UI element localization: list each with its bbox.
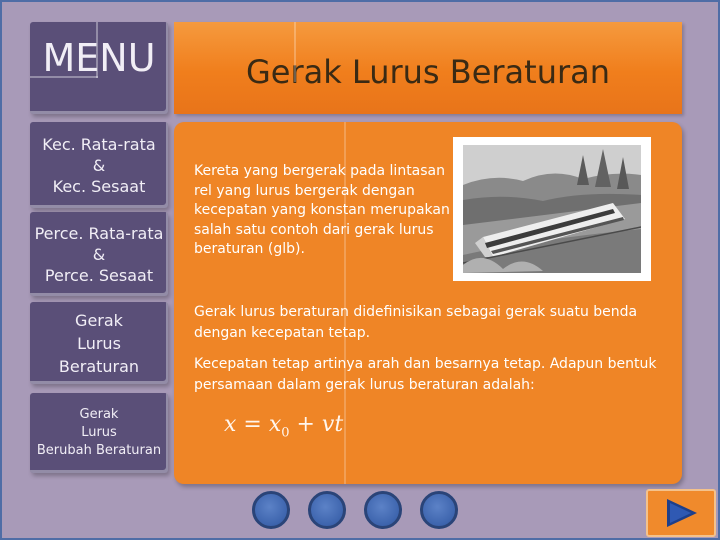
menu-item-glb[interactable] — [30, 302, 168, 384]
paragraph-constant-velocity: Kecepatan tetap artinya arah dan besarnya tetap. Adapun bentuk persamaan dalam gerak lurus beraturan adalah: — [194, 356, 657, 393]
train-photo — [453, 137, 651, 281]
formula-subscript: 0 — [281, 425, 290, 441]
decorative-line — [30, 76, 98, 78]
menu-item-label: Gerak Lurus Berubah Beraturan — [36, 407, 162, 458]
nav-dot-2[interactable] — [308, 491, 346, 529]
decorative-line — [96, 22, 98, 78]
formula-lhs: x = x — [224, 412, 282, 437]
formula-rhs: + vt — [289, 412, 344, 437]
nav-dot-3[interactable] — [364, 491, 402, 529]
menu-item-label: Perce. Rata-rata & Perce. Sesaat — [34, 223, 164, 285]
content-panel — [174, 122, 682, 484]
menu-item-label: Gerak Lurus Beraturan — [58, 310, 140, 376]
glb-formula — [224, 412, 343, 440]
menu-item-label: Kec. Rata-rata & Kec. Sesaat — [42, 134, 156, 196]
decorative-line — [294, 22, 296, 82]
menu-item-percepatan[interactable] — [30, 212, 168, 296]
paragraph-train-example: Kereta yang bergerak pada lintasan rel yang lurus bergerak dengan kecepatan yang konstan merupakan salah satu contoh dari gerak lurus beraturan (glb). — [194, 163, 450, 257]
play-right-icon — [661, 496, 701, 530]
next-button[interactable] — [646, 489, 716, 537]
menu-item-glbb[interactable] — [30, 393, 168, 473]
train-image — [463, 145, 641, 273]
nav-dot-4[interactable] — [420, 491, 458, 529]
nav-dot-1[interactable] — [252, 491, 290, 529]
page-title-bar — [174, 22, 682, 114]
menu-title-label: MENU — [42, 36, 156, 80]
page-title: Gerak Lurus Beraturan — [245, 53, 611, 91]
menu-title — [30, 22, 168, 114]
menu-item-kecepatan[interactable] — [30, 122, 168, 208]
paragraph-definition: Gerak lurus beraturan didefinisikan sebagai gerak suatu benda dengan kecepatan tetap. — [194, 304, 638, 341]
